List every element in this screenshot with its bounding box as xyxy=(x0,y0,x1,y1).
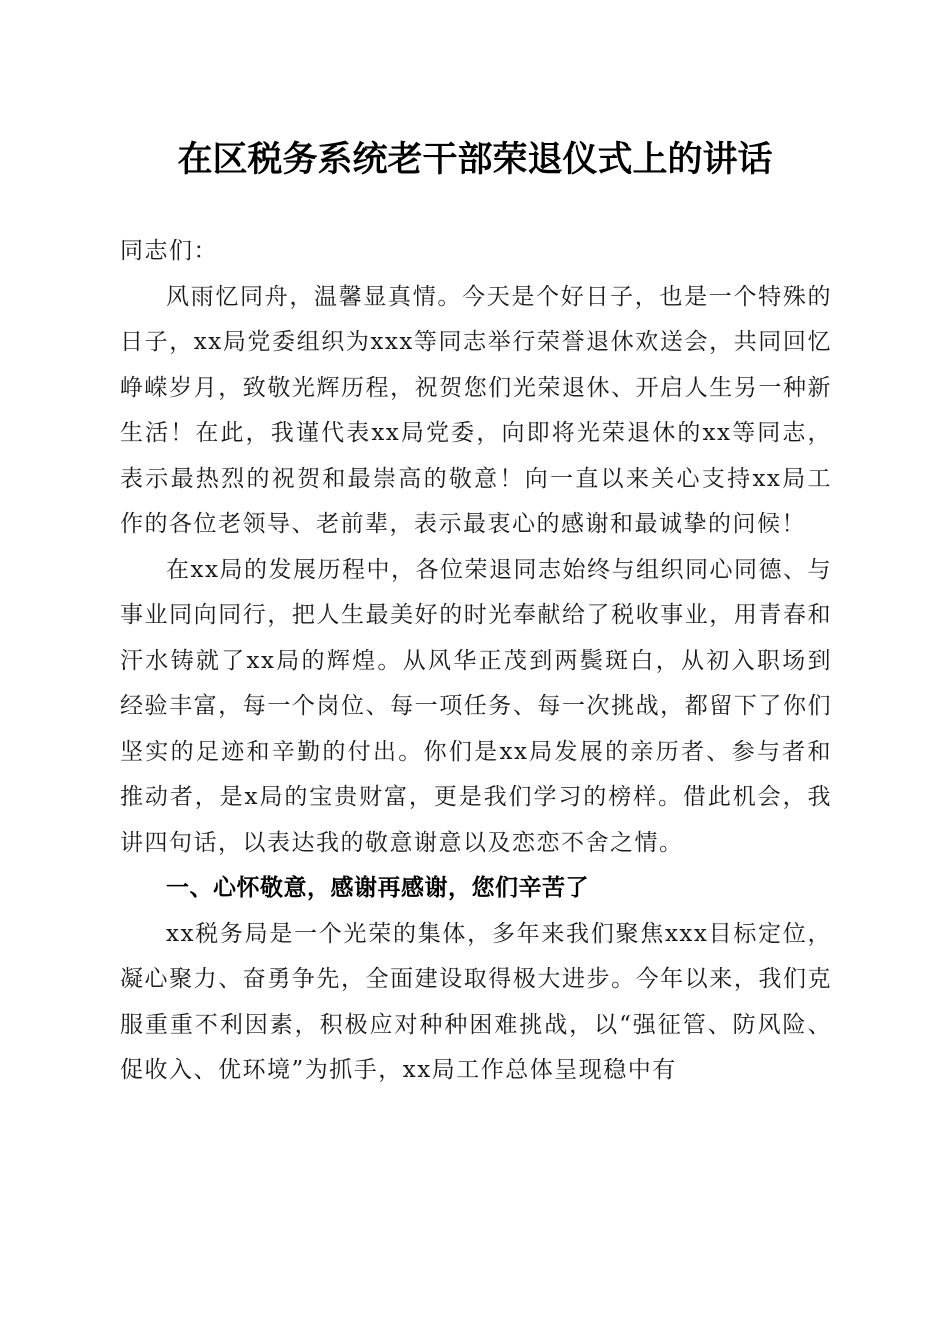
document-body xyxy=(120,229,832,1094)
section-heading: 一、心怀敬意，感谢再感谢，您们辛苦了 xyxy=(166,875,589,901)
salutation: 同志们： xyxy=(120,238,218,264)
paragraph-section-one: xx税务局是一个光荣的集体，多年来我们聚焦xxx目标定位，凝心聚力、奋勇争先，全面建设取得极大进步。今年以来，我们克服重重不利因素，积极应对种种困难挑战，以“强征管、防风险、促收入、优环境”为抓手，xx局工作总体呈现稳中有 xyxy=(120,920,832,1083)
paragraph-opening: 风雨忆同舟，温馨显真情。今天是个好日子，也是一个特殊的日子，xx局党委组织为xxx等同志举行荣誉退休欢送会，共同回忆峥嵘岁月，致敬光辉历程，祝贺您们光荣退休、开启人生另一种新生活！在此，我谨代表xx局党委，向即将光荣退休的xx等同志，表示最热烈的祝贺和最崇高的敬意！向一直以来关心支持xx局工作的各位老领导、老前辈，表示最衷心的感谢和最诚挚的问候！ xyxy=(120,283,832,537)
paragraph-history: 在xx局的发展历程中，各位荣退同志始终与组织同心同德、与事业同向同行，把人生最美好的时光奉献给了税收事业，用青春和汗水铸就了xx局的辉煌。从风华正茂到两鬓斑白，从初入职场到经验丰富，每一个岗位、每一项任务、每一次挑战，都留下了你们坚实的足迹和辛勤的付出。你们是xx局发展的亲历者、参与者和推动者，是x局的宝贵财富，更是我们学习的榜样。借此机会，我讲四句话，以表达我的敬意谢意以及恋恋不舍之情。 xyxy=(120,556,832,856)
document-title: 在区税务系统老干部荣退仪式上的讲话 xyxy=(177,139,773,180)
